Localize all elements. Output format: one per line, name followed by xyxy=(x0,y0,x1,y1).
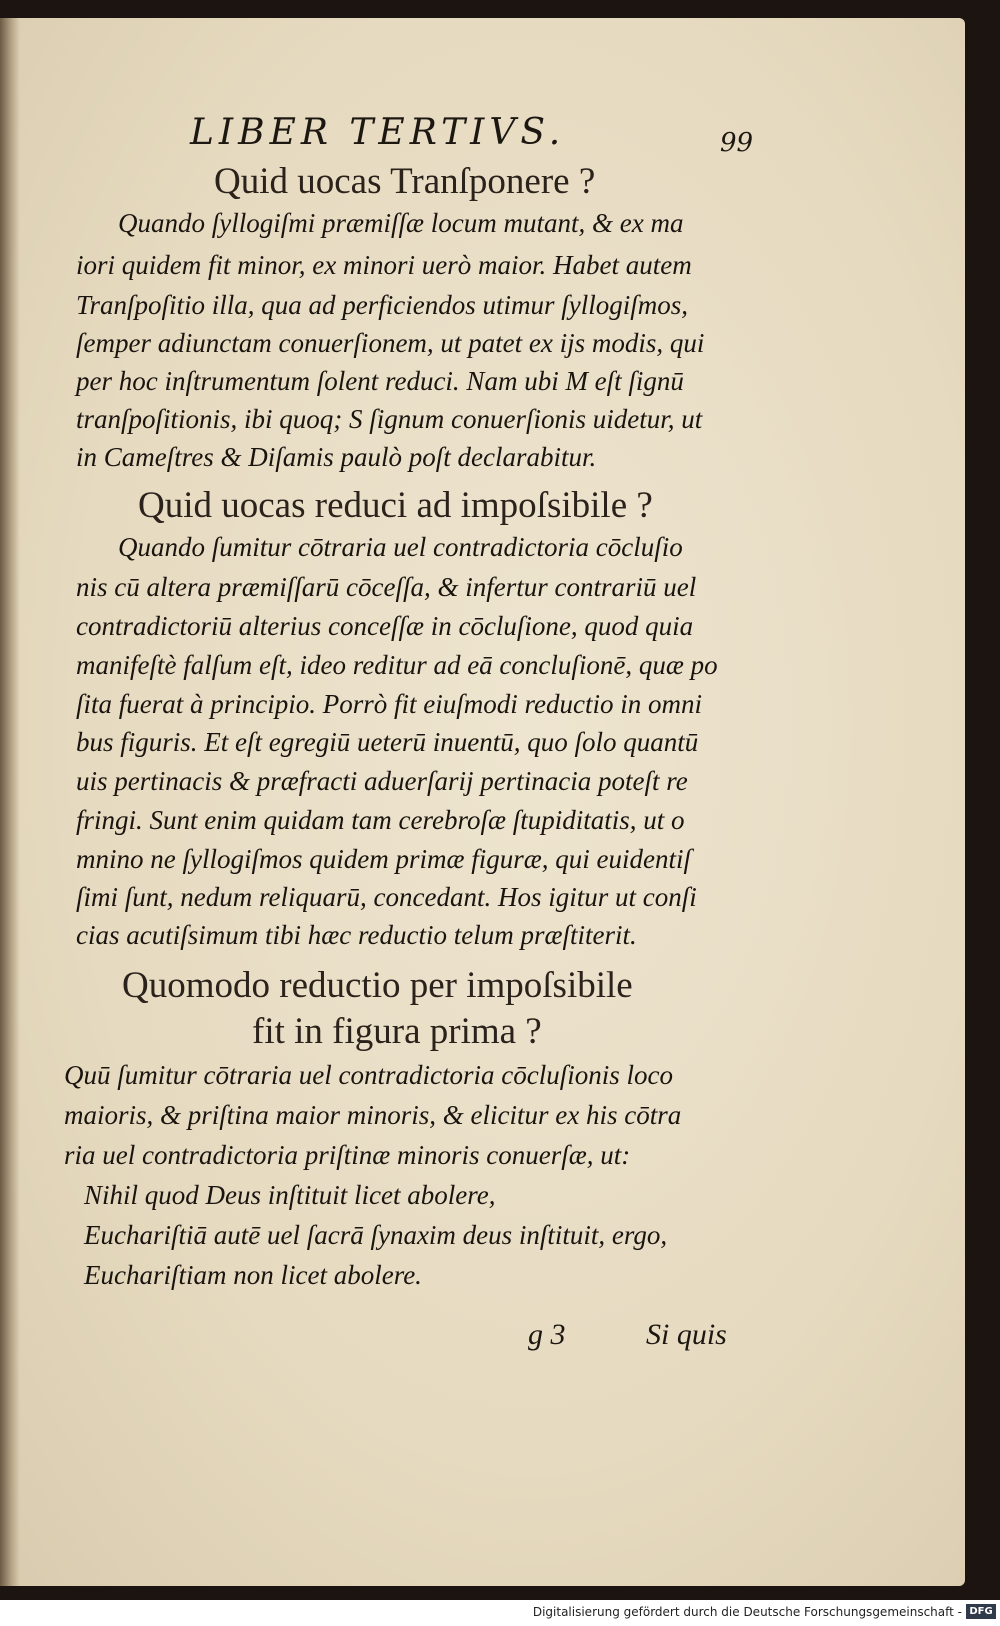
dfg-logo: DFG xyxy=(966,1604,996,1619)
text-line: mnino ne ſyllogiſmos quidem primæ figuræ, qui euidentiſ xyxy=(76,844,691,874)
text-line: in Cameſtres & Diſamis paulò poſt declarabitur. xyxy=(76,442,597,472)
text-line: iori quidem fit minor, ex minori uerò maior. Habet autem xyxy=(76,250,692,280)
text-line: Quando ſyllogiſmi præmiſſæ locum mutant, & ex ma xyxy=(118,208,684,238)
text-line: tranſpoſitionis, ibi quoq; S ſignum conuerſionis uidetur, ut xyxy=(76,404,703,434)
text-line: ſemper adiunctam conuerſionem, ut patet ex ijs modis, qui xyxy=(76,328,705,358)
section-heading: fit in figura prima ? xyxy=(252,1011,542,1052)
signature-mark: g 3 xyxy=(528,1318,566,1351)
section-heading: Quid uocas reduci ad impoſsibile ? xyxy=(138,485,653,526)
text-line: per hoc inſtrumentum ſolent reduci. Nam ubi M eſt ſignū xyxy=(76,366,684,396)
text-line: Euchariſtiam non licet abolere. xyxy=(84,1260,422,1290)
text-line: Quū ſumitur cōtraria uel contradictoria cōcluſionis loco xyxy=(64,1060,673,1090)
text-line: ria uel contradictoria priſtinæ minoris conuerſæ, ut: xyxy=(64,1140,631,1170)
dfg-credit: Digitalisierung gefördert durch die Deutsche Forschungsgemeinschaft - xyxy=(532,1605,962,1619)
text-line: fringi. Sunt enim quidam tam cerebroſæ ſtupiditatis, ut o xyxy=(76,805,685,835)
section-heading: Quomodo reductio per impoſsibile xyxy=(122,965,633,1006)
text-line: ſita fuerat à principio. Porrò fit eiuſmodi reductio in omni xyxy=(76,689,702,719)
text-line: manifeſtè falſum eſt, ideo reditur ad eā concluſionē, quæ po xyxy=(76,650,718,680)
text-line: Quando ſumitur cōtraria uel contradictoria cōcluſio xyxy=(118,532,683,562)
text-line: ſimi ſunt, nedum reliquarū, concedant. Hos igitur ut conſi xyxy=(76,882,697,912)
running-head: LIBER TERTIVS. xyxy=(190,112,566,153)
text-line: Tranſpoſitio illa, qua ad perficiendos utimur ſyllogiſmos, xyxy=(76,290,689,320)
text-line: uis pertinacis & præfracti aduerſarij pertinacia poteſt re xyxy=(76,766,688,796)
text-line: bus figuris. Et eſt egregiū ueterū inuentū, quo ſolo quantū xyxy=(76,727,699,757)
text-line: maioris, & priſtina maior minoris, & elicitur ex his cōtra xyxy=(64,1100,682,1130)
page-number: 99 xyxy=(720,128,754,158)
text-line: Nihil quod Deus inſtituit licet abolere, xyxy=(84,1180,496,1210)
catchword: Si quis xyxy=(646,1318,727,1351)
text-line: contradictoriū alterius conceſſæ in cōcluſione, quod quia xyxy=(76,611,694,641)
page-gutter-shadow xyxy=(0,18,20,1586)
text-line: cias acutiſsimum tibi hæc reductio telum præſtiterit. xyxy=(76,920,637,950)
text-line: nis cū altera præmiſſarū cōceſſa, & infertur contrariū uel xyxy=(76,572,697,602)
section-heading: Quid uocas Tranſponere ? xyxy=(214,161,596,202)
text-line: Euchariſtiā autē uel ſacrā ſynaxim deus inſtituit, ergo, xyxy=(84,1220,668,1250)
